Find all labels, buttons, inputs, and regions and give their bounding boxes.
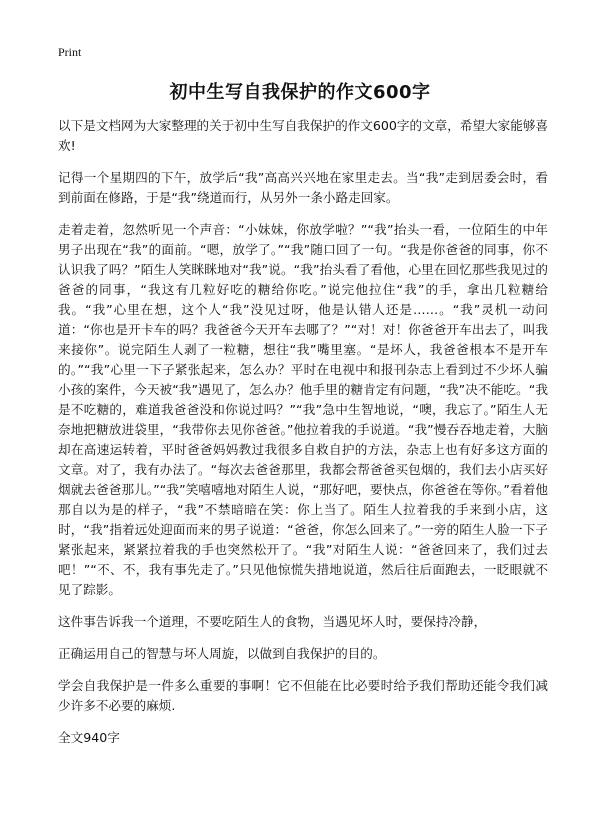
paragraph-1: 记得一个星期四的下午，放学后“我”高高兴兴地在家里走去。当“我”走到居委会时，看到前面在修路，于是“我”绕道而行，从另外一条小路走回家。 (58, 170, 548, 205)
document-title: 初中生写自我保护的作文600字 (169, 82, 431, 103)
paragraph-5: 学会自我保护是一件多么重要的事啊！它不但能在比必要时给予我们帮助还能令我们减少许多不必要的麻烦. (58, 678, 548, 713)
intro-paragraph: 以下是文档网为大家整理的关于初中生写自我保护的作文600字的文章，希望大家能够喜欢! (58, 118, 549, 153)
print-link[interactable]: Print (58, 45, 82, 59)
paragraph-4: 正确运用自己的智慧与坏人周旋，以做到自我保护的目的。 (58, 646, 386, 661)
document-body (58, 116, 548, 748)
paragraph-2: 走着走着，忽然听见一个声音：“小妹妹，你放学啦？”“我”抬头一看，一位陌生的中年男子出现在“我”的面前。“嗯，放学了。”“我”随口回了一句。“我是你爸爸的同事，你不认识我了吗？”陌生人笑眯眯地对“我”说。“我”抬头看了看他，心里在回忆那些我见过的爸爸的同事，“我这有几粒好吃的糖给你吃。”说完他拉住“我”的手，拿出几粒糖给我。“我”心里在想，这个人“我”没见过呀，他是认错人还是……。“我”灵机一动问道：“你也是开卡车的吗？我爸爸今天开车去哪了？”“对！对！你爸爸开车出去了，叫我来接你”。说完陌生人剥了一粒糖，想往“我”嘴里塞。“是坏人，我爸爸根本不是开车的。”“我”心里一下子紧张起来，怎么办？平时在电视中和报刊杂志上看到过不少坏人骗小孩的案件，今天被“我”遇见了，怎么办？他手里的糖肯定有问题，“我”决不能吃。“我是不吃糖的，难道我爸爸没和你说过吗？”“我”急中生智地说，“噢，我忘了。”陌生人无奈地把糖放进袋里，“我带你去见你爸爸。”他拉着我的手说道。“我”慢吞吞地走着，大脑却在高速运转着，平时爸爸妈妈教过我很多自救自护的方法，杂志上也有好多这方面的文章。对了，我有办法了。“每次去爸爸那里，我都会帮爸爸买包烟的，我们去小店买好烟就去爸爸那儿。”“我”笑嘻嘻地对陌生人说，“那好吧，要快点，你爸爸在等你。”看着他那自以为是的样子，“我”不禁暗暗在笑：你上当了。陌生人拉着我的手来到小店，这时，“我”指着远处迎面而来的男子说道：“爸爸，你怎么回来了。”一旁的陌生人脸一下子紧张起来，紧紧拉着我的手也突然松开了。“我”对陌生人说：“爸爸回来了，我们过去吧！”“不、不，我有事先走了。”只见他惊慌失措地说道，然后往后面跑去，一眨眼就不见了踪影。 (58, 222, 548, 597)
paragraph-3: 这件事告诉我一个道理，不要吃陌生人的食物，当遇见坏人时，要保持冷静， (58, 614, 487, 629)
word-count: 全文940字 (58, 730, 120, 745)
